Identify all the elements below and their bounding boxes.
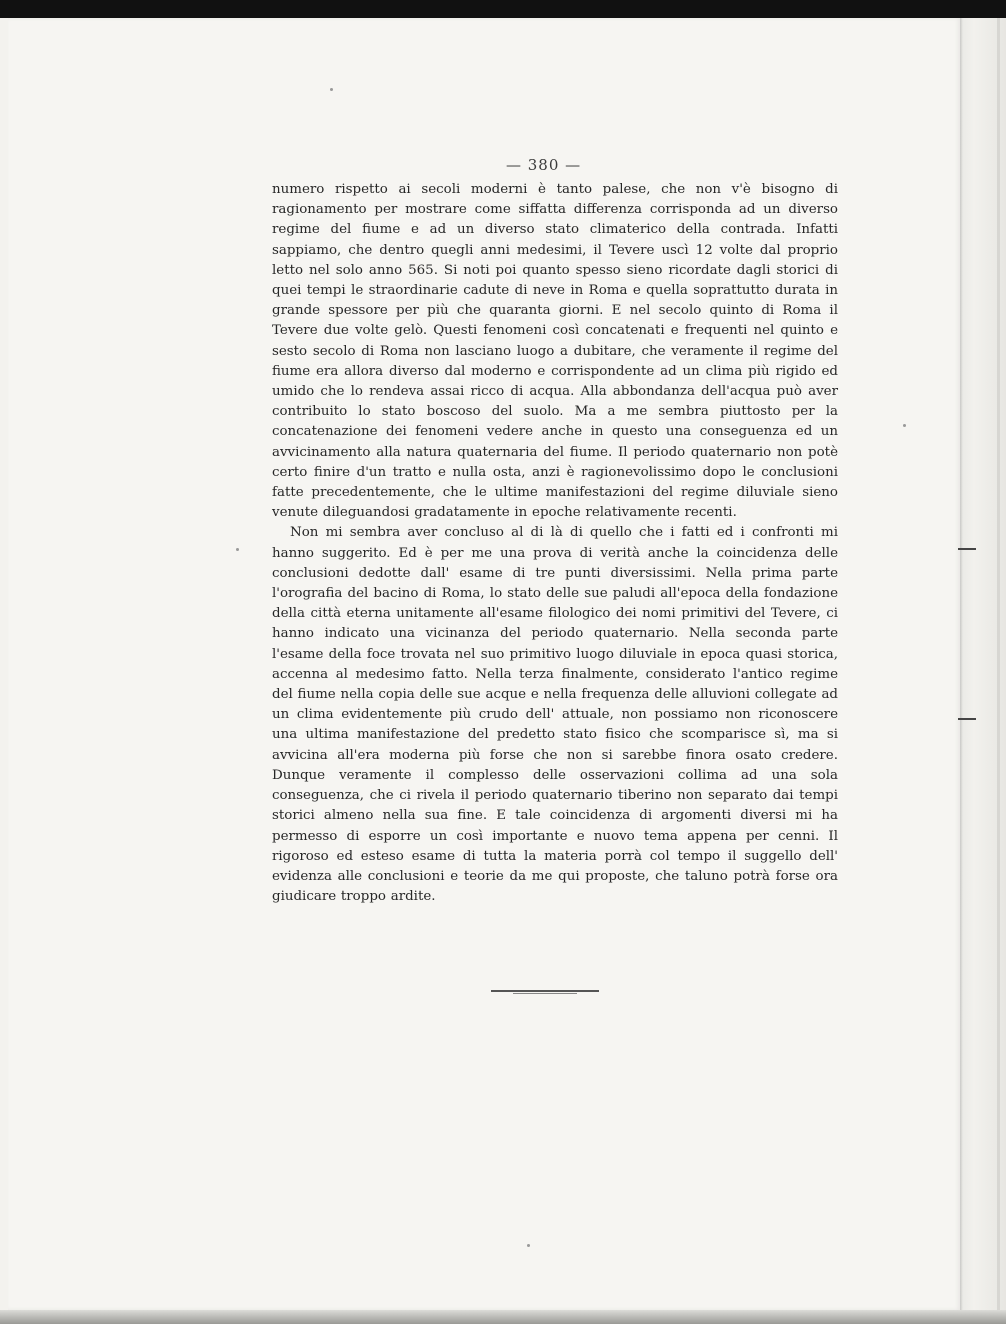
speck <box>330 88 333 91</box>
scan-top-border <box>0 0 1006 18</box>
margin-mark <box>958 718 976 720</box>
speck <box>236 548 239 551</box>
margin-mark <box>958 548 976 550</box>
speck <box>527 1244 530 1247</box>
body-text <box>272 180 838 907</box>
paragraph: numero rispetto ai secoli moderni è tanto palese, che non v'è bisogno di ragionamento per mostrare come siffatta differenza corrisponda ad un diverso regime del fiume e ad un diverso stato climaterico della contrada. Infatti sappiamo, che dentro quegli anni medesimi, il Tevere uscì 12 volte dal proprio letto nel solo anno 565. Si noti poi quanto spesso sieno ricordate dagli storici di quei tempi le straordinarie cadute di neve in Roma e quella soprattutto durata in grande spessore per più che quaranta giorni. E nel secolo quinto di Roma il Tevere due volte gelò. Questi fenomeni così concatenati e frequenti nel quinto e sesto secolo di Roma non lasciano luogo a dubitare, che veramente il regime del fiume era allora diverso dal moderno e corrispondente ad un clima più rigido ed umido che lo rendeva assai ricco di acqua. Alla abbondanza dell'acqua può aver contribuito lo stato boscoso del suolo. Ma a me sembra piuttosto per la concatenazione dei fenomeni vedere anche in questo una conseguenza ed un avvicinamento alla natura quaternaria del fiume. Il periodo quaternario non potè certo finire d'un tratto e nulla osta, anzi è ragionevolissimo dopo le conclusioni fatte precedentemente, che le ultime manifestazioni del regime diluviale sieno venute dileguandosi gradatamente in epoche relativamente recenti. <box>272 182 838 521</box>
scan-bottom-border <box>0 1310 1006 1324</box>
page-fold-line <box>997 18 1000 1310</box>
page-number: — 380 — <box>506 156 582 174</box>
speck <box>903 424 906 427</box>
end-of-section-rule <box>491 990 599 992</box>
paragraph: Non mi sembra aver concluso al di là di quello che i fatti ed i confronti mi hanno suggerito. Ed è per me una prova di verità anche la coincidenza delle conclusioni dedotte dall' esame di tre punti diversissimi. Nella prima parte l'orografia del bacino di Roma, lo stato delle sue paludi all'epoca della fondazione della città eterna unitamente all'esame filologico dei nomi primitivi del Tevere, ci hanno indicato una vicinanza del periodo quaternario. Nella seconda parte l'esame della foce trovata nel suo primitivo luogo diluviale in epoca quasi storica, accenna al medesimo fatto. Nella terza finalmente, considerato l'antico regime del fiume nella copia delle sue acque e nella frequenza delle alluvioni collegate ad un clima evidentemente più crudo dell' attuale, non possiamo non riconoscere una ultima manifestazione del predetto stato fisico che scomparisce sì, ma si avvicina all'era moderna più forse che non si sarebbe finora osato credere. Dunque veramente il complesso delle osservazioni collima ad una sola conseguenza, che ci rivela il periodo quaternario tiberino non separato dai tempi storici almeno nella sua fine. E tale coincidenza di argomenti diversi mi ha permesso di esporre un così importante e nuovo tema appena per cenni. Il rigoroso ed esteso esame di tutta la materia porrà col tempo il suggello dell' evidenza alle conclusioni e teorie da me qui proposte, che taluno potrà forse ora giudicare troppo ardite. <box>272 525 838 905</box>
